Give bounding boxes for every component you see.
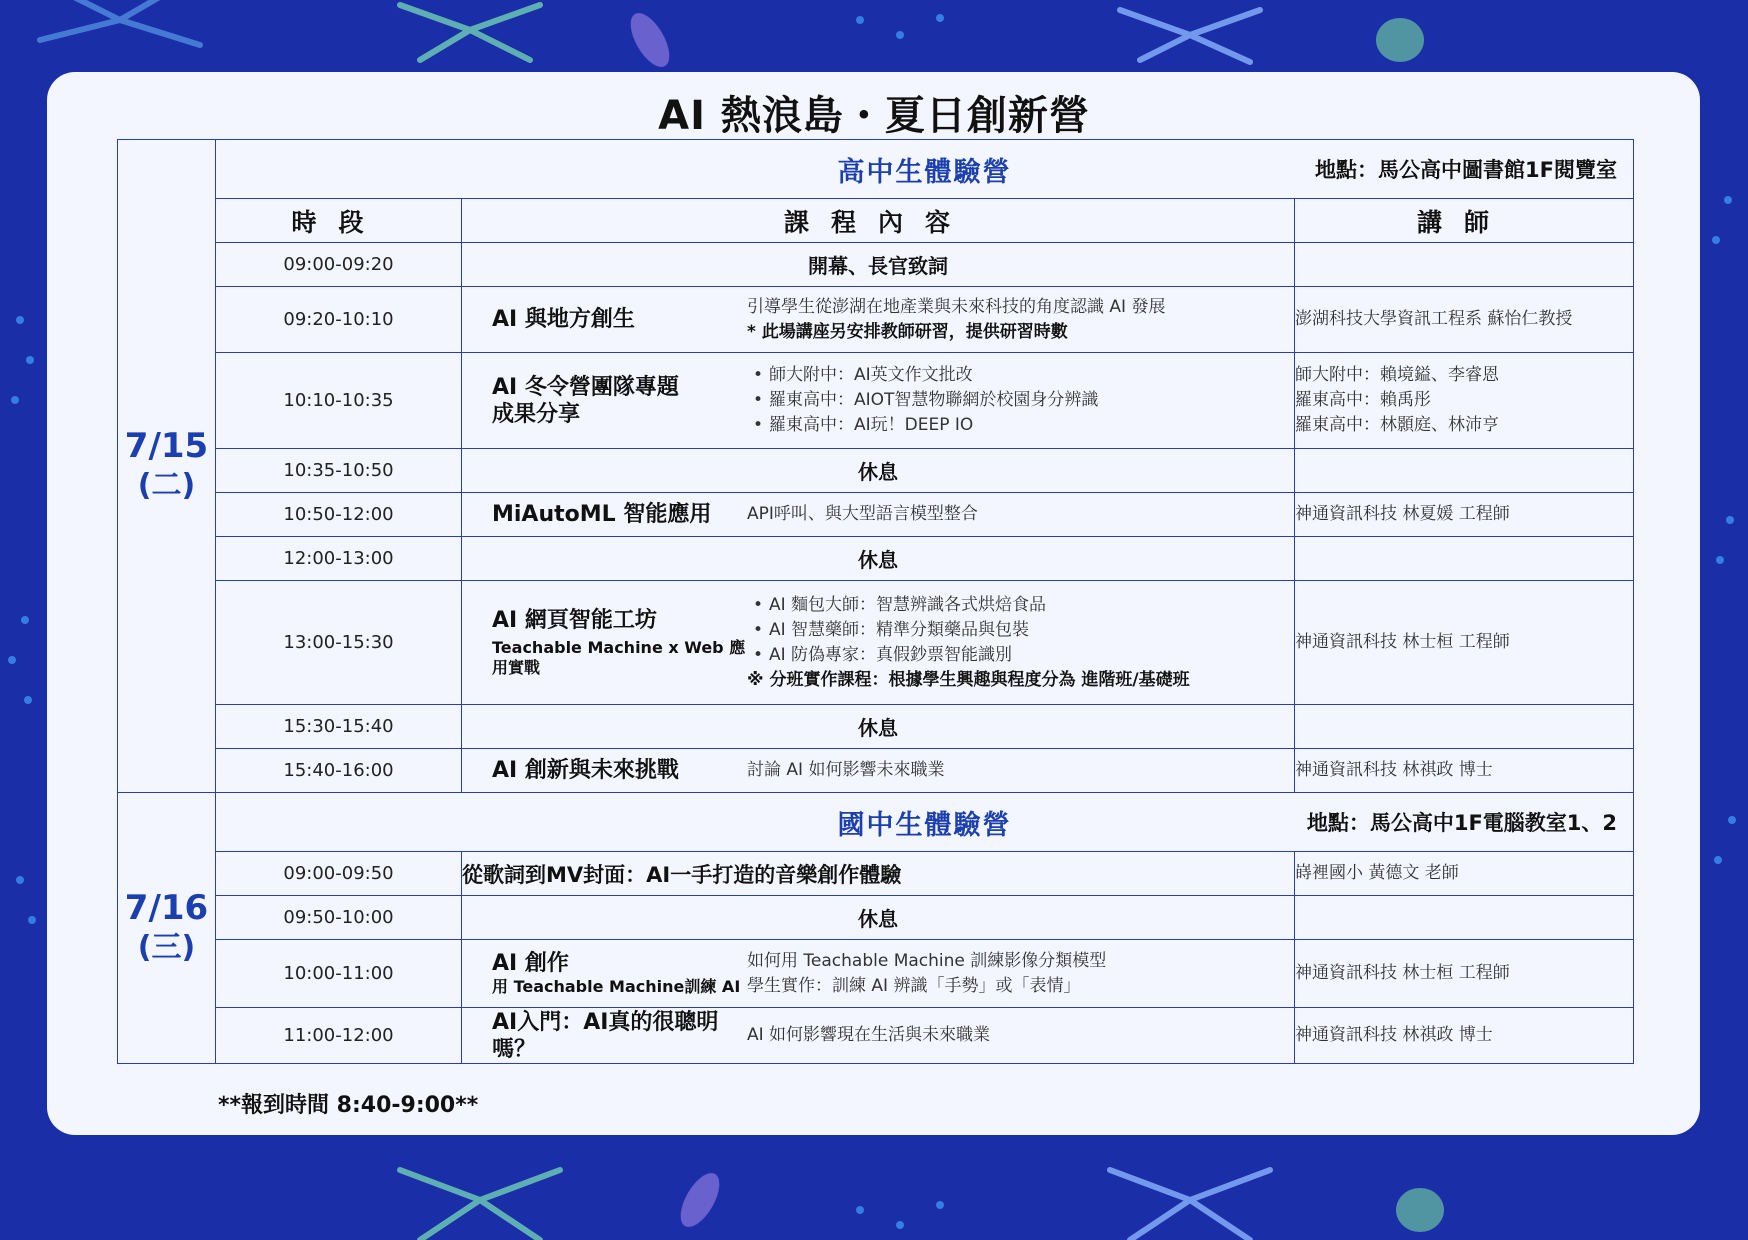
date-cell-716 — [118, 793, 216, 1064]
list-item: • 羅東高中：AIOT智慧物聯網於校園身分辨識 — [747, 388, 1294, 413]
time-cell: 12:00-13:00 — [216, 537, 462, 581]
instructor-cell: 神通資訊科技 林祺政 博士 — [1295, 1008, 1634, 1064]
course-title: AI 冬令營團隊專題 — [492, 374, 679, 400]
instructor-line: 師大附中：賴境鎰、李睿恩 — [1295, 365, 1499, 385]
course-description: API呼叫、與大型語言模型整合 — [747, 504, 978, 524]
camp-location: 地點：馬公高中圖書館1F閱覽室 — [1315, 158, 1618, 182]
instructor-cell — [1295, 705, 1634, 749]
time-cell: 13:00-15:30 — [216, 581, 462, 705]
camp-header — [216, 140, 1634, 199]
table-row — [118, 581, 1634, 705]
table-row — [118, 940, 1634, 1008]
checkin-time-note: **報到時間 8:40-9:00** — [218, 1093, 479, 1118]
course-title: 開幕、長官致詞 — [462, 243, 1295, 287]
time-cell: 09:00-09:50 — [216, 852, 462, 896]
course-title: 從歌詞到MV封面：AI一手打造的音樂創作體驗 — [462, 852, 1295, 896]
camp-title: 國中生體驗營 — [837, 809, 1012, 841]
break-label: 休息 — [462, 537, 1295, 581]
instructor-cell: 神通資訊科技 林士桓 工程師 — [1295, 940, 1634, 1008]
table-row — [118, 852, 1634, 896]
course-description: 討論 AI 如何影響未來職業 — [747, 760, 945, 780]
course-title: AI 創新與未來挑戰 — [492, 758, 679, 783]
course-cell — [462, 493, 1295, 537]
instructor-cell: 神通資訊科技 林祺政 博士 — [1295, 749, 1634, 793]
list-item: • 師大附中：AI英文作文批改 — [747, 363, 1294, 388]
project-list — [747, 363, 1294, 438]
instructor-line: 羅東高中：林顥庭、林沛亨 — [1295, 415, 1499, 435]
instructor-cell: 神通資訊科技 林夏媛 工程師 — [1295, 493, 1634, 537]
course-description: AI 如何影響現在生活與未來職業 — [747, 1025, 991, 1045]
header-time: 時段 — [216, 199, 462, 243]
time-cell: 10:10-10:35 — [216, 353, 462, 449]
course-description: 引導學生從澎湖在地產業與未來科技的角度認識 AI 發展 — [747, 296, 1166, 317]
instructor-cell — [1295, 449, 1634, 493]
break-label: 休息 — [462, 705, 1295, 749]
table-row — [118, 749, 1634, 793]
instructor-cell: 澎湖科技大學資訊工程系 蘇怡仁教授 — [1295, 287, 1634, 353]
header-content: 課程內容 — [462, 199, 1295, 243]
date-label: 7/16 — [124, 888, 209, 928]
instructor-cell: 嵵裡國小 黃德文 老師 — [1295, 852, 1634, 896]
course-description: 如何用 Teachable Machine 訓練影像分類模型 — [747, 950, 1107, 971]
instructor-cell — [1295, 243, 1634, 287]
page-title: AI 熱浪島・夏日創新營 — [658, 93, 1090, 139]
instructor-cell — [1295, 896, 1634, 940]
course-title: AI入門：AI真的很聰明嗎？ — [492, 1009, 719, 1062]
list-item: • AI 防偽專家：真假鈔票智能識別 — [747, 643, 1294, 668]
course-cell — [462, 749, 1295, 793]
table-row — [118, 449, 1634, 493]
course-title: AI 網頁智能工坊 — [492, 608, 657, 633]
list-item: • AI 智慧藥師：精準分類藥品與包裝 — [747, 618, 1294, 643]
weekday-label: (三) — [137, 930, 196, 965]
instructor-cell — [1295, 353, 1634, 449]
course-note: * 此場講座另安排教師研習，提供研習時數 — [747, 321, 1068, 342]
time-cell: 09:00-09:20 — [216, 243, 462, 287]
time-cell: 09:20-10:10 — [216, 287, 462, 353]
time-cell: 15:30-15:40 — [216, 705, 462, 749]
list-item: • AI 麵包大師：智慧辨識各式烘焙食品 — [747, 593, 1294, 618]
schedule-table — [117, 139, 1634, 1064]
camp-header-row — [118, 793, 1634, 852]
time-cell: 10:35-10:50 — [216, 449, 462, 493]
table-row — [118, 896, 1634, 940]
time-cell: 11:00-12:00 — [216, 1008, 462, 1064]
course-cell — [462, 940, 1295, 1008]
course-subtitle: Teachable Machine x Web 應用實戰 — [492, 638, 746, 677]
header-instructor: 講師 — [1295, 199, 1634, 243]
camp-header — [216, 793, 1634, 852]
table-row — [118, 287, 1634, 353]
instructor-cell — [1295, 537, 1634, 581]
course-cell — [462, 353, 1295, 449]
course-description-line2: 學生實作：訓練 AI 辨識「手勢」或「表情」 — [747, 975, 1081, 996]
table-row — [118, 705, 1634, 749]
course-note: ※ 分班實作課程：根據學生興趣與程度分為 進階班/基礎班 — [747, 669, 1190, 690]
table-row — [118, 243, 1634, 287]
date-label: 7/15 — [124, 426, 209, 466]
column-header-row — [118, 199, 1634, 243]
camp-header-row — [118, 140, 1634, 199]
table-row — [118, 493, 1634, 537]
table-row — [118, 1008, 1634, 1064]
date-cell-715 — [118, 140, 216, 793]
course-title: MiAutoML 智能應用 — [492, 502, 712, 527]
course-cell — [462, 581, 1295, 705]
course-subtitle: 用 Teachable Machine訓練 AI — [492, 977, 741, 996]
time-cell: 10:50-12:00 — [216, 493, 462, 537]
instructor-cell: 神通資訊科技 林士桓 工程師 — [1295, 581, 1634, 705]
camp-title: 高中生體驗營 — [837, 156, 1012, 188]
time-cell: 15:40-16:00 — [216, 749, 462, 793]
time-cell: 09:50-10:00 — [216, 896, 462, 940]
course-title: AI 創作 — [492, 951, 569, 976]
break-label: 休息 — [462, 449, 1295, 493]
list-item: • 羅東高中：AI玩！DEEP IO — [747, 413, 1294, 438]
break-label: 休息 — [462, 896, 1295, 940]
instructor-line: 羅東高中：賴禹彤 — [1295, 390, 1431, 410]
table-row — [118, 537, 1634, 581]
camp-location: 地點：馬公高中1F電腦教室1、2 — [1306, 811, 1618, 835]
course-title-line2: 成果分享 — [492, 401, 581, 427]
course-cell — [462, 1008, 1295, 1064]
workshop-list — [747, 593, 1294, 668]
table-row — [118, 353, 1634, 449]
weekday-label: (二) — [137, 468, 196, 503]
course-title: AI 與地方創生 — [492, 307, 635, 332]
time-cell: 10:00-11:00 — [216, 940, 462, 1008]
course-cell — [462, 287, 1295, 353]
